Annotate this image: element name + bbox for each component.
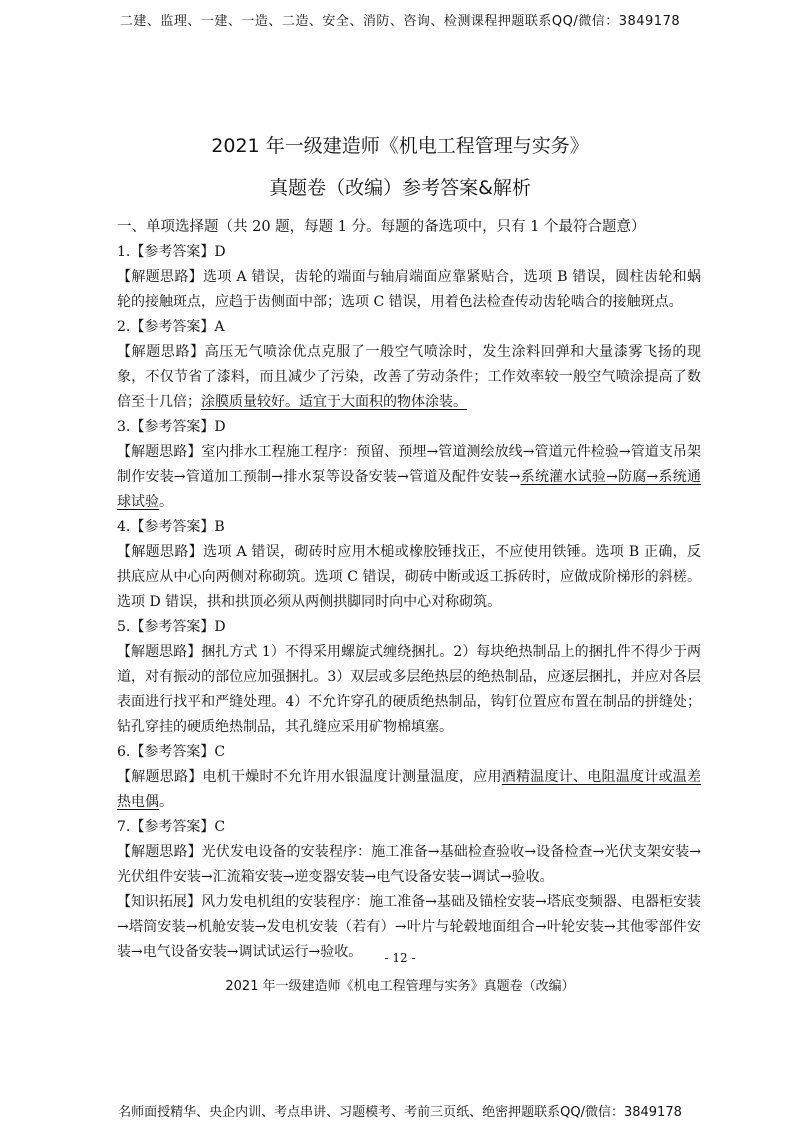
explanation-3 — [117, 440, 701, 515]
section-heading: 一、单项选择题（共 20 题，每题 1 分。每题的备选项中，只有 1 个最符合题意） — [117, 219, 646, 235]
document-subtitle: 真题卷（改编）参考答案&解析 — [269, 177, 531, 199]
footer-doc-title: 2021 年一级建造师《机电工程管理与实务》真题卷（改编） — [225, 979, 575, 994]
answer-7: 7.【参考答案】C — [117, 819, 226, 835]
explanation-2 — [117, 340, 701, 415]
answer-6: 6.【参考答案】C — [117, 744, 226, 760]
footer-banner: 名师面授精华、央企内训、考点串讲、习题模考、考前三页纸、绝密押题联系QQ/微信：3849178 — [118, 1105, 682, 1120]
answer-content — [117, 215, 701, 965]
knowledge-extension-7: 【知识拓展】风力发电机组的安装程序：施工准备→基础及锚栓安装→塔底变频器、电器柜安装→塔筒安装→机舱安装→发电机安装（若有）→叶片与轮毂地面组合→叶轮安装→其他零部件安装→电气设备安装→调试试运行→验收。 — [117, 894, 701, 960]
explanation-text: 【解题思路】室内排水工程施工程序：预留、预埋→管道测绘放线→管道元件检验→管道支吊架制作安装→管道加工预制→排水泵等设备安装→管道及配件安装→ — [117, 444, 701, 485]
answer-1: 1.【参考答案】D — [117, 244, 226, 260]
explanation-text: 【解题思路】高压无气喷涂优点克服了一般空气喷涂时，发生涂料回弹和大量漆雾飞扬的现象，不仅节省了漆料，而且减少了污染，改善了劳动条件；工作效率较一般空气喷涂提高了数倍至十几倍； — [117, 344, 701, 410]
answer-2: 2.【参考答案】A — [117, 319, 225, 335]
explanation-5: 【解题思路】捆扎方式 1）不得采用螺旋式缠绕捆扎。2）每块绝热制品上的捆扎件不得少于两道，对有振动的部位应加强捆扎。3）双层或多层绝热层的绝热制品，应逐层捆扎，并应对各层表面进行找平和严缝处理。4）不允许穿孔的硬质绝热制品，钩钉位置应布置在制品的拼缝处；钻孔穿挂的硬质绝热制品，其孔缝应采用矿物棉填塞。 — [117, 644, 701, 735]
underlined-key-point: 酒精温度计、电阻温度计或温差热电偶 — [117, 769, 701, 810]
explanation-text-end: 。 — [159, 494, 173, 510]
explanation-4: 【解题思路】选项 A 错误，砌砖时应用木槌或橡胶锤找正，不应使用铁锤。选项 B 正确，反拱底应从中心向两侧对称砌筑。选项 C 错误，砌砖中断或返工拆砖时，应做成阶梯形的斜槎。选项 D 错误，拱和拱顶必须从两侧拱脚同时向中心对称砌筑。 — [117, 544, 701, 610]
answer-3: 3.【参考答案】D — [117, 419, 226, 435]
explanation-1: 【解题思路】选项 A 错误，齿轮的端面与轴肩端面应靠紧贴合，选项 B 错误，圆柱齿轮和蜗轮的接触斑点，应趋于齿侧面中部；选项 C 错误，用着色法检查传动齿轮啮合的接触斑点。 — [117, 269, 701, 310]
explanation-text-end: 。 — [159, 794, 173, 810]
page-number: - 12 - — [384, 951, 416, 965]
answer-5: 5.【参考答案】D — [117, 619, 226, 635]
header-banner: 二建、监理、一建、一造、二造、安全、消防、咨询、检测课程押题联系QQ/微信：3849178 — [119, 14, 681, 29]
answer-4: 4.【参考答案】B — [117, 519, 225, 535]
explanation-text: 【解题思路】电机干燥时不允许用水银温度计测量温度，应用 — [117, 769, 502, 785]
underlined-key-point: 系统灌水试验→防腐→系统通球试验 — [117, 469, 701, 510]
underlined-key-point: 涂膜质量较好。适宜于大面积的物体涂装。 — [201, 394, 467, 410]
explanation-6 — [117, 765, 701, 815]
document-title: 2021 年一级建造师《机电工程管理与实务》 — [211, 135, 589, 157]
explanation-7: 【解题思路】光伏发电设备的安装程序：施工准备→基础检查验收→设备检查→光伏支架安装→光伏组件安装→汇流箱安装→逆变器安装→电气设备安装→调试→验收。 — [117, 844, 701, 885]
